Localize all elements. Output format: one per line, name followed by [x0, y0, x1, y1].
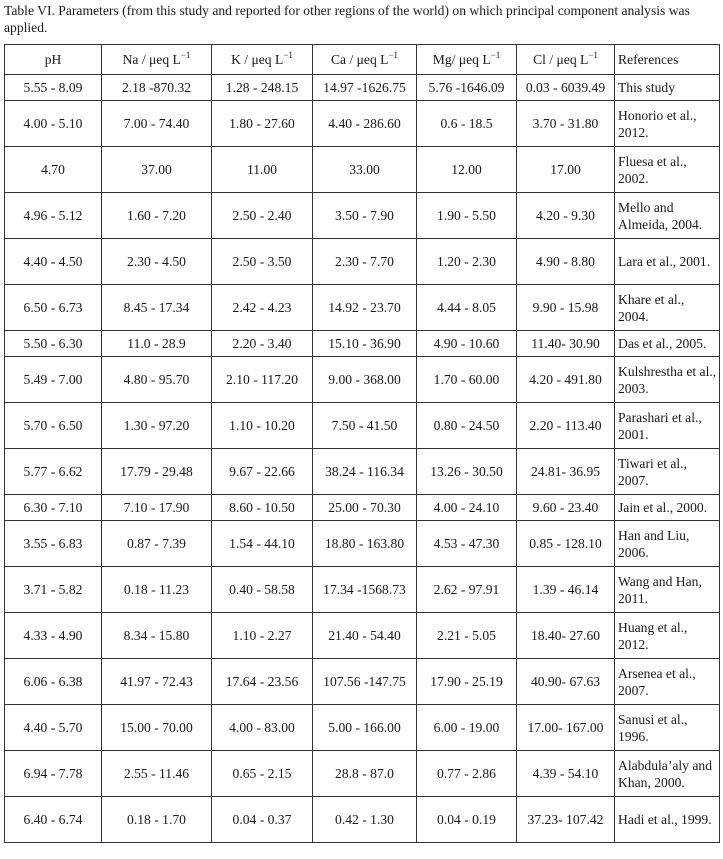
cell-ca: 4.40 - 286.60 [313, 101, 417, 147]
cell-na: 4.80 - 95.70 [102, 357, 212, 403]
cell-mg: 0.04 - 0.19 [417, 797, 517, 843]
cell-cl: 18.40- 27.60 [517, 613, 615, 659]
cell-k: 1.28 - 248.15 [212, 75, 313, 101]
cell-na: 0.18 - 11.23 [102, 567, 212, 613]
table-row [5, 403, 720, 449]
table-row [5, 75, 720, 101]
cell-na: 1.30 - 97.20 [102, 403, 212, 449]
cell-cl: 4.39 - 54.10 [517, 751, 615, 797]
cell-cl: 17.00 [517, 147, 615, 193]
cell-ca: 15.10 - 36.90 [313, 331, 417, 357]
cell-mg: 1.90 - 5.50 [417, 193, 517, 239]
cell-cl: 3.70 - 31.80 [517, 101, 615, 147]
cell-ph: 5.49 - 7.00 [5, 357, 102, 403]
cell-mg: 4.53 - 47.30 [417, 521, 517, 567]
cell-ca: 33.00 [313, 147, 417, 193]
cell-ca: 38.24 - 116.34 [313, 449, 417, 495]
cell-ca: 0.42 - 1.30 [313, 797, 417, 843]
cell-na: 17.79 - 29.48 [102, 449, 212, 495]
cell-na: 2.55 - 11.46 [102, 751, 212, 797]
cell-mg: 17.90 - 25.19 [417, 659, 517, 705]
cell-na: 37.00 [102, 147, 212, 193]
cell-ph: 6.06 - 6.38 [5, 659, 102, 705]
cell-mg: 2.62 - 97.91 [417, 567, 517, 613]
cell-ph: 4.40 - 4.50 [5, 239, 102, 285]
table-caption: Table VI. Parameters (from this study and reported for other regions of the world) on which principal component analysis was applied. [4, 3, 690, 35]
table-body [5, 75, 720, 843]
header-na: Na / μeq $L^{-1}$ [102, 45, 212, 75]
cell-reference: This study [615, 75, 720, 101]
cell-mg: 4.44 - 8.05 [417, 285, 517, 331]
cell-cl: 9.90 - 15.98 [517, 285, 615, 331]
cell-na: 7.00 - 74.40 [102, 101, 212, 147]
cell-na: 0.87 - 7.39 [102, 521, 212, 567]
cell-na: 1.60 - 7.20 [102, 193, 212, 239]
cell-reference: Tiwari et al., 2007. [615, 449, 720, 495]
table-row [5, 659, 720, 705]
cell-k: 1.10 - 10.20 [212, 403, 313, 449]
cell-na: 8.34 - 15.80 [102, 613, 212, 659]
cell-na: 15.00 - 70.00 [102, 705, 212, 751]
header-ca: Ca / μeq $L^{-1}$ [313, 45, 417, 75]
cell-k: 11.00 [212, 147, 313, 193]
table-row [5, 357, 720, 403]
cell-ph: 6.94 - 7.78 [5, 751, 102, 797]
table-row [5, 285, 720, 331]
cell-k: 8.60 - 10.50 [212, 495, 313, 521]
cell-reference: Khare et al., 2004. [615, 285, 720, 331]
cell-ca: 18.80 - 163.80 [313, 521, 417, 567]
cell-k: 0.04 - 0.37 [212, 797, 313, 843]
cell-cl: 1.39 - 46.14 [517, 567, 615, 613]
cell-k: 0.40 - 58.58 [212, 567, 313, 613]
cell-mg: 5.76 -1646.09 [417, 75, 517, 101]
header-cl: Cl / μeq $L^{-1}$ [517, 45, 615, 75]
cell-ca: 17.34 -1568.73 [313, 567, 417, 613]
cell-cl: 0.03 - 6039.49 [517, 75, 615, 101]
table-row [5, 567, 720, 613]
table-row [5, 239, 720, 285]
cell-ph: 5.50 - 6.30 [5, 331, 102, 357]
cell-mg: 1.20 - 2.30 [417, 239, 517, 285]
cell-ca: 14.97 -1626.75 [313, 75, 417, 101]
cell-ca: 3.50 - 7.90 [313, 193, 417, 239]
cell-ph: 4.00 - 5.10 [5, 101, 102, 147]
cell-ph: 4.96 - 5.12 [5, 193, 102, 239]
cell-mg: 4.00 - 24.10 [417, 495, 517, 521]
header-row [5, 45, 720, 75]
cell-ph: 6.40 - 6.74 [5, 797, 102, 843]
table-row [5, 797, 720, 843]
cell-cl: 40.90- 67.63 [517, 659, 615, 705]
cell-cl: 4.20 - 491.80 [517, 357, 615, 403]
cell-cl: 0.85 - 128.10 [517, 521, 615, 567]
table-row [5, 751, 720, 797]
cell-reference: Alabdula’aly and Khan, 2000. [615, 751, 720, 797]
table-row [5, 495, 720, 521]
cell-reference: Fluesa et al., 2002. [615, 147, 720, 193]
table-row [5, 101, 720, 147]
cell-reference: Kulshrestha et al., 2003. [615, 357, 720, 403]
cell-ca: 5.00 - 166.00 [313, 705, 417, 751]
cell-mg: 0.80 - 24.50 [417, 403, 517, 449]
cell-k: 2.50 - 3.50 [212, 239, 313, 285]
cell-ca: 21.40 - 54.40 [313, 613, 417, 659]
cell-cl: 11.40- 30.90 [517, 331, 615, 357]
cell-reference: Han and Liu, 2006. [615, 521, 720, 567]
cell-cl: 4.90 - 8.80 [517, 239, 615, 285]
header-ph: pH [5, 45, 102, 75]
cell-ca: 25.00 - 70.30 [313, 495, 417, 521]
cell-reference: Das et al., 2005. [615, 331, 720, 357]
cell-reference: Arsenea et al., 2007. [615, 659, 720, 705]
cell-ph: 5.55 - 8.09 [5, 75, 102, 101]
cell-mg: 2.21 - 5.05 [417, 613, 517, 659]
cell-k: 1.80 - 27.60 [212, 101, 313, 147]
cell-k: 4.00 - 83.00 [212, 705, 313, 751]
cell-ca: 14.92 - 23.70 [313, 285, 417, 331]
cell-ph: 3.71 - 5.82 [5, 567, 102, 613]
cell-na: 41.97 - 72.43 [102, 659, 212, 705]
cell-na: 8.45 - 17.34 [102, 285, 212, 331]
cell-na: 7.10 - 17.90 [102, 495, 212, 521]
cell-ca: 2.30 - 7.70 [313, 239, 417, 285]
cell-cl: 9.60 - 23.40 [517, 495, 615, 521]
cell-ph: 5.77 - 6.62 [5, 449, 102, 495]
header-mg: Mg/ μeq $L^{-1}$ [417, 45, 517, 75]
cell-ca: 7.50 - 41.50 [313, 403, 417, 449]
parameters-table [4, 44, 720, 843]
cell-cl: 4.20 - 9.30 [517, 193, 615, 239]
cell-k: 1.10 - 2.27 [212, 613, 313, 659]
cell-reference: Mello and Almeida, 2004. [615, 193, 720, 239]
table-row [5, 521, 720, 567]
cell-k: 2.50 - 2.40 [212, 193, 313, 239]
table-row [5, 147, 720, 193]
cell-na: 11.0 - 28.9 [102, 331, 212, 357]
cell-reference: Sanusi et al., 1996. [615, 705, 720, 751]
table-row [5, 705, 720, 751]
header-k: K / μeq $L^{-1}$ [212, 45, 313, 75]
header-references: References [615, 45, 720, 75]
cell-na: 0.18 - 1.70 [102, 797, 212, 843]
cell-k: 17.64 - 23.56 [212, 659, 313, 705]
cell-mg: 4.90 - 10.60 [417, 331, 517, 357]
cell-k: 2.20 - 3.40 [212, 331, 313, 357]
cell-ph: 3.55 - 6.83 [5, 521, 102, 567]
cell-ph: 4.40 - 5.70 [5, 705, 102, 751]
cell-reference: Lara et al., 2001. [615, 239, 720, 285]
cell-ca: 107.56 -147.75 [313, 659, 417, 705]
cell-mg: 0.77 - 2.86 [417, 751, 517, 797]
cell-na: 2.30 - 4.50 [102, 239, 212, 285]
cell-cl: 2.20 - 113.40 [517, 403, 615, 449]
cell-k: 0.65 - 2.15 [212, 751, 313, 797]
cell-mg: 12.00 [417, 147, 517, 193]
cell-ph: 6.50 - 6.73 [5, 285, 102, 331]
cell-reference: Huang et al., 2012. [615, 613, 720, 659]
cell-reference: Honorio et al., 2012. [615, 101, 720, 147]
cell-mg: 6.00 - 19.00 [417, 705, 517, 751]
cell-reference: Wang and Han, 2011. [615, 567, 720, 613]
table-row [5, 331, 720, 357]
cell-ph: 4.70 [5, 147, 102, 193]
cell-mg: 1.70 - 60.00 [417, 357, 517, 403]
cell-ph: 5.70 - 6.50 [5, 403, 102, 449]
table-row [5, 193, 720, 239]
cell-reference: Jain et al., 2000. [615, 495, 720, 521]
cell-mg: 0.6 - 18.5 [417, 101, 517, 147]
cell-reference: Hadi et al., 1999. [615, 797, 720, 843]
cell-k: 1.54 - 44.10 [212, 521, 313, 567]
cell-cl: 24.81- 36.95 [517, 449, 615, 495]
cell-mg: 13.26 - 30.50 [417, 449, 517, 495]
cell-na: 2.18 -870.32 [102, 75, 212, 101]
cell-ph: 6.30 - 7.10 [5, 495, 102, 521]
cell-k: 2.42 - 4.23 [212, 285, 313, 331]
cell-reference: Parashari et al., 2001. [615, 403, 720, 449]
cell-cl: 17.00- 167.00 [517, 705, 615, 751]
table-row [5, 613, 720, 659]
table-row [5, 449, 720, 495]
cell-ph: 4.33 - 4.90 [5, 613, 102, 659]
cell-k: 2.10 - 117.20 [212, 357, 313, 403]
cell-k: 9.67 - 22.66 [212, 449, 313, 495]
cell-cl: 37.23- 107.42 [517, 797, 615, 843]
cell-ca: 28.8 - 87.0 [313, 751, 417, 797]
cell-ca: 9.00 - 368.00 [313, 357, 417, 403]
